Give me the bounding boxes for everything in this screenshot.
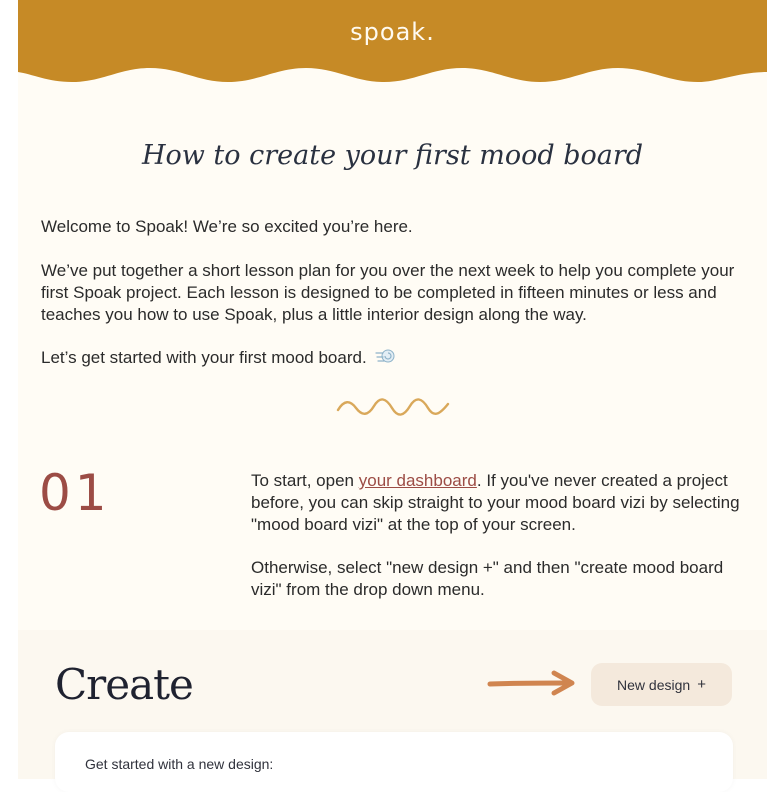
welcome-paragraph: Welcome to Spoak! We’re so excited you’re here. [41,217,413,236]
squiggle-divider [336,398,450,416]
get-started-paragraph [41,347,741,371]
card-prompt: Get started with a new design: [85,756,274,772]
spoak-logo[interactable]: spoak. [350,18,435,46]
dashboard-link[interactable]: your dashboard [358,471,477,490]
plus-icon: + [697,676,706,693]
create-heading: Create [55,660,193,709]
step-instructions-1 [251,470,751,536]
get-started-text: Let’s get started with your first mood board. [41,348,367,367]
new-design-card [55,732,733,792]
step-instructions-2: Otherwise, select "new design +" and then "create mood board vizi" from the drop down menu. [251,558,724,599]
step-text-before: To start, open [251,471,359,490]
create-screenshot [18,630,767,779]
step-number: 01 [39,464,111,522]
email-page [18,0,767,779]
new-design-label: New design [617,676,691,693]
wavy-header-shape [18,0,767,92]
dashing-away-icon [375,347,395,371]
new-design-button[interactable] [591,663,732,706]
page-title: How to create your first mood board [141,140,644,171]
header-banner [18,0,767,92]
lesson-plan-paragraph: We’ve put together a short lesson plan for you over the next week to help you complete your first Spoak project. Each lesson is designed to be completed in fifteen minutes or less and teaches you how to use Spoak, plus a little interior design along the way. [41,261,735,324]
arrow-right-icon [486,668,578,698]
step-text-after: . If you've never created a project before, you can skip straight to your mood board vizi by selecting "mood board vizi" at the top of your screen. [251,471,740,534]
